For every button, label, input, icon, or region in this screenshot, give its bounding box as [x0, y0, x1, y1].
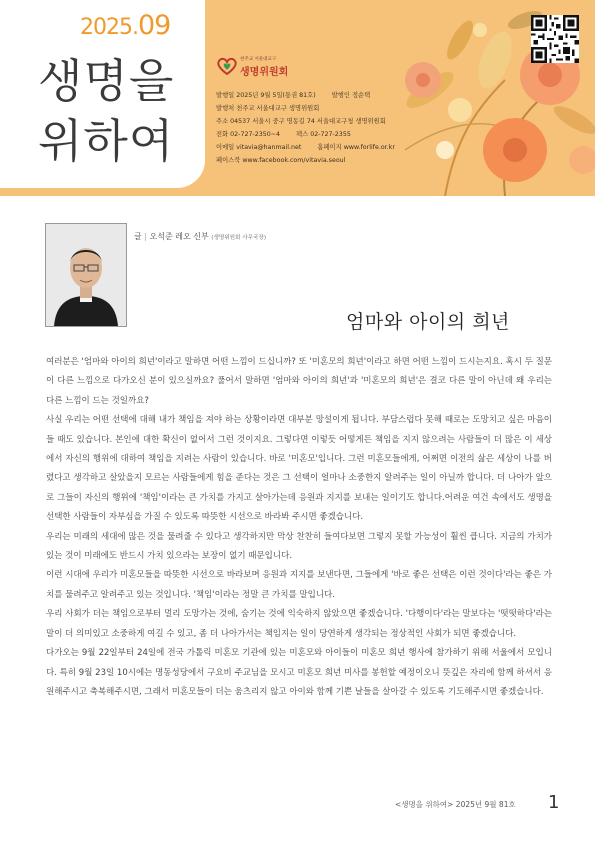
byline-author: 오석준 레오 신부: [149, 232, 209, 241]
title-card: [0, 0, 205, 188]
article-paragraph: 우리는 미래의 세대에 많은 것을 물려줄 수 있다고 생각하지만 막상 찬찬히 들여다보면 그렇지 못할 가능성이 훨씬 큽니다. 지금의 가치가 있는 것이 미래에도 반드시 가치 있으라는 보장이 없기 때문입니다.: [46, 531, 552, 562]
email: 이메일 vitavia@hanmail.net: [216, 144, 302, 151]
issue-year: 2025.: [80, 15, 138, 40]
byline-separator: |: [144, 232, 147, 241]
issuer: 발행처 천주교 서울대교구 생명위원회: [216, 105, 320, 112]
article-body: [46, 353, 552, 702]
magazine-title-line2: 위하여: [38, 114, 175, 168]
heart-logo-icon: [217, 56, 237, 76]
issue-month: 09: [137, 10, 171, 41]
committee-logo: [217, 54, 307, 80]
article-title: 엄마와 아이의 희년: [346, 311, 510, 333]
address: 주소 04537 서울시 중구 명동길 74 서울대교구청 생명위원회: [216, 118, 386, 125]
author-portrait-icon: [46, 224, 126, 326]
article-paragraph: 여러분은 '엄마와 아이의 희년'이라고 말하면 어떤 느낌이 드십니까? 또 '미혼모의 희년'이라고 하면 어떤 느낌이 드시는지요. 혹시 두 질문이 다른 느낌으로 다가오신 분이 있으실까요? 풀어서 말하면 '엄마와 아이의 희년'과 '미혼모의 희년'은 결코 다른 말이 아닌데 왜 우리는 다른 느낌이 드는 것일까요?: [46, 357, 552, 406]
article-byline: [134, 231, 266, 242]
article-paragraph: 다가오는 9월 22일부터 24일에 전국 가톨릭 미혼모 기관에 있는 미혼모와 아이들이 미혼모 희년 행사에 참가하기 위해 서울에서 모입니다. 특히 9월 23일 10시에는 명동성당에서 구요비 주교님을 모시고 미혼모 희년 미사를 봉헌할 예정이오니 뜻깊은 자리에 함께 하셔서 응원해주시고 축복해주시면, 그래서 미혼모들이 더는 움츠리지 않고 아이와 함께 기쁜 날들을 살아갈 수 있도록 기도해주시면 좋겠습니다.: [46, 648, 552, 697]
footer-publication: <생명을 위하여> 2025년 9월 81호: [395, 800, 516, 809]
publish-date: 발행일 2025년 9월 5일(통권 81호): [216, 92, 316, 99]
author-photo: [45, 223, 127, 327]
logo-name: 생명위원회: [240, 67, 289, 78]
article-paragraph: 우리 사회가 더는 책임으로부터 멀리 도망가는 것에, 숨기는 것에 익숙하지 않았으면 좋겠습니다. '다행이다'라는 말보다는 '떳떳하다'라는 말이 더 의미있고 소중하게 여길 수 있고, 좀 더 나아가서는 책임지는 일이 당연하게 생각되는 정상적인 사회가 되면 좋겠습니다.: [46, 609, 552, 639]
logo-subtitle: 천주교 서울대교구: [240, 57, 277, 62]
qr-code-icon[interactable]: [531, 15, 579, 63]
facebook: 페이스북 www.facebook.com/vitavia.seoul: [216, 157, 346, 164]
masthead-info: [216, 89, 395, 167]
phone: 전화 02-727-2350~4: [216, 131, 281, 138]
publisher: 발행인 정순택: [331, 92, 371, 99]
magazine-header: [0, 0, 595, 196]
article-paragraph: 이런 시대에 우리가 미혼모들을 따뜻한 시선으로 바라보며 응원과 지지를 보낸다면, 그들에게 '바로 좋은 선택은 이런 것이다'라는 좋은 가치를 물려주고 알려주고 있는 것입니다. '책임'이라는 정말 큰 가치를 말입니다.: [46, 570, 552, 600]
homepage: 홈페이지 www.forlife.or.kr: [317, 144, 395, 151]
byline-role: (생명위원회 사무국장): [211, 235, 267, 241]
magazine-title-line1: 생명을: [38, 54, 175, 108]
byline-prefix: 글: [134, 232, 142, 241]
page-number: 1: [548, 792, 560, 813]
issue-number: [80, 10, 170, 41]
fax: 팩스 02-727-2355: [296, 131, 351, 138]
article-paragraph: 사실 우리는 어떤 선택에 대해 내가 책임을 져야 하는 상황이라면 대부분 망설이게 됩니다. 부담스럽다 못해 때로는 도망치고 싶은 마음이 들 때도 있습니다. 본인에 대한 확신이 없어서 그런 것이지요. 그렇다면 이렇듯 어떻게든 책임을 지지 않으려는 사람들이 더 많은 이 세상에서 자신의 행위에 대하여 책임을 지려는 사람이 있습니다. 바로 '미혼모'입니다. 그런 미혼모들에게, 어쩌면 이전의 삶은 세상이 나를 버렸다고 생각하고 살았을지 모르는 사람들에게 힘을 준다는 것은 그 선택이 얼마나 소중한지 알려주는 일이 아닐까 합니다. 더 나아가 앞으로 그들이 자신의 행위에 '책임'이라는 큰 가치를 가지고 살아가는데 응원과 지지를 보내는 일이기도 합니다.어려운 여건 속에서도 생명을 선택한 사람들이 자부심을 가질 수 있도록 따뜻한 시선으로 바라봐 주시면 좋겠습니다.: [46, 415, 552, 523]
